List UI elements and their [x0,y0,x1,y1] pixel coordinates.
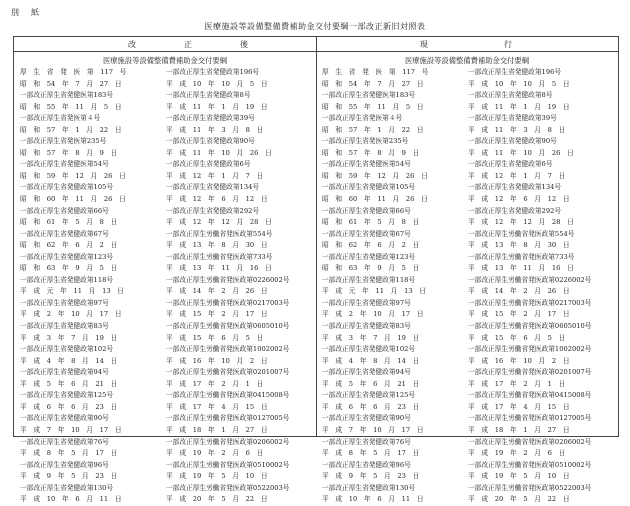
history-line: 一部改正厚生省発健政第292号 [468,206,562,215]
history-line: 一部改正厚生労働省発医政第733号 [166,252,273,261]
history-line: 一部改正厚生労働省発医政第0201007号 [166,368,290,377]
history-line: 平 成 10 年 6 月 11 日 [322,495,424,504]
new-panel-title: 医療施設等設備整備費補助金交付要綱 [102,56,228,65]
history-line: 平 成 12 年 6 月 12 日 [166,195,268,204]
history-line: 一部改正厚生省発健医第183号 [322,91,416,100]
history-line: 一部改正厚生省発健政第105号 [20,183,114,192]
history-line: 一部改正厚生省発医第235号 [20,137,107,146]
history-line: 一部改正厚生省発医第４号 [322,114,403,123]
history-line: 一部改正厚生労働省発医政第0217003号 [468,298,592,307]
history-line: 平 成 11 年 10 月 26 日 [166,148,272,157]
history-line: 平 成 11 年 1 月 19 日 [468,102,570,111]
history-line: 平 成 元 年 11 月 13 日 [20,287,124,296]
history-line: 厚 生 省 発 医 第 117 号 [20,68,127,76]
history-line: 昭 和 54 年 7 月 27 日 [322,79,424,88]
history-line: 平 成 10 年 10 月 5 日 [468,79,570,88]
history-line: 一部改正厚生労働省発医政第0206002号 [166,437,290,446]
new-history-col-1 [20,67,164,506]
history-line: 一部改正厚生省発健政第96号 [20,460,109,469]
history-line: 昭 和 57 年 1 月 22 日 [20,125,122,134]
history-line: 一部改正厚生省発健政第83号 [322,322,411,331]
history-line: 昭 和 62 年 6 月 2 日 [322,241,420,250]
old-panel [322,55,612,506]
history-line: 昭 和 59 年 12 月 26 日 [20,171,126,180]
history-line: 平 成 7 年 10 月 17 日 [20,425,122,434]
history-line: 一部改正厚生労働省発医政第0415008号 [166,391,290,400]
history-line: 一部改正厚生省発健医第54号 [20,160,109,169]
history-line: 一部改正厚生労働省発医政第0206002号 [468,437,592,446]
history-line: 一部改正厚生省発健医第54号 [322,160,411,169]
history-line: 平 成 10 年 6 月 11 日 [20,495,122,504]
history-line: 平 成 14 年 2 月 26 日 [166,287,268,296]
history-line: 平 成 11 年 3 月 8 日 [468,125,566,134]
history-line: 平 成 10 年 10 月 5 日 [166,79,268,88]
history-line: 平 成 17 年 4 月 15 日 [468,402,570,411]
old-history-col-2 [468,67,612,506]
history-line: 昭 和 63 年 9 月 5 日 [322,264,420,273]
history-line: 一部改正厚生労働省発医政第0226002号 [468,275,592,284]
history-line: 平 成 8 年 5 月 17 日 [20,449,118,458]
history-line: 平 成 14 年 2 月 26 日 [468,287,570,296]
history-line: 一部改正厚生省発健政第90号 [322,414,411,423]
history-line: 一部改正厚生省発健政第94号 [322,368,411,377]
history-line: 一部改正厚生省発健政第196号 [166,68,260,76]
history-line: 平 成 13 年 11 月 16 日 [166,264,272,273]
history-line: 平 成 9 年 5 月 23 日 [20,472,118,481]
history-line: 一部改正厚生省発健政第66号 [322,206,411,215]
history-line: 昭 和 55 年 11 月 5 日 [20,102,122,111]
history-line: 昭 和 57 年 8 月 9 日 [322,148,420,157]
history-line: 一部改正厚生省発健政第102号 [322,345,416,354]
history-line: 一部改正厚生省発健政第134号 [166,183,260,192]
document-title: 医療施設等設備整備費補助金交付要綱一部改正新旧対照表 [204,22,426,31]
history-line: 一部改正厚生省発健政第118号 [20,275,114,284]
history-line: 平 成 2 年 10 月 17 日 [322,310,424,319]
history-line: 平 成 20 年 5 月 22 日 [166,495,268,504]
history-line: 一部改正厚生省発健政第6号 [166,160,251,169]
history-line: 昭 和 60 年 11 月 26 日 [322,195,428,204]
history-line: 平 成 元 年 11 月 13 日 [322,287,426,296]
history-line: 平 成 16 年 10 月 2 日 [166,356,268,365]
history-line: 平 成 15 年 2 月 17 日 [166,310,268,319]
history-line: 昭 和 55 年 11 月 5 日 [322,102,424,111]
history-line: 平 成 16 年 10 月 2 日 [468,356,570,365]
history-line: 平 成 2 年 10 月 17 日 [20,310,122,319]
history-line: 一部改正厚生省発健政第90号 [468,137,557,146]
history-line: 一部改正厚生労働省発医政第0217003号 [166,298,290,307]
history-line: 平 成 13 年 11 月 16 日 [468,264,574,273]
history-line: 昭 和 54 年 7 月 27 日 [20,79,122,88]
history-line: 一部改正厚生省発健政第102号 [20,345,114,354]
history-line: 昭 和 60 年 11 月 26 日 [20,195,126,204]
header-new: 改 正 後 [128,40,268,49]
history-line: 平 成 12 年 12 月 28 日 [166,218,272,227]
history-line: 一部改正厚生労働省発医政第0605010号 [166,322,290,331]
history-line: 平 成 7 年 10 月 17 日 [322,425,424,434]
history-line: 一部改正厚生省発健政第125号 [322,391,416,400]
history-line: 一部改正厚生労働省発医政第0510002号 [468,460,592,469]
history-line: 一部改正厚生省発健政第8号 [166,91,251,100]
history-line: 平 成 6 年 6 月 23 日 [20,402,118,411]
history-line: 平 成 3 年 7 月 19 日 [20,333,118,342]
history-line: 一部改正厚生省発健政第97号 [322,298,411,307]
history-line: 一部改正厚生労働省発医政第0605010号 [468,322,592,331]
history-line: 一部改正厚生労働省発医政第0127005号 [468,414,592,423]
history-line: 昭 和 57 年 8 月 9 日 [20,148,118,157]
history-line: 平 成 15 年 6 月 5 日 [166,333,264,342]
history-line: 平 成 5 年 6 月 21 日 [20,379,118,388]
history-line: 一部改正厚生労働省発医政第0415008号 [468,391,592,400]
history-line: 平 成 4 年 8 月 14 日 [322,356,420,365]
history-line: 一部改正厚生省発健政第76号 [322,437,411,446]
history-line: 一部改正厚生省発健政第6号 [468,160,553,169]
history-line: 一部改正厚生省発医第４号 [20,114,101,123]
history-line: 一部改正厚生省発健政第76号 [20,437,109,446]
history-line: 一部改正厚生省発健政第96号 [322,460,411,469]
history-line: 平 成 11 年 3 月 8 日 [166,125,264,134]
history-line: 一部改正厚生省発健政第94号 [20,368,109,377]
history-line: 平 成 15 年 6 月 5 日 [468,333,566,342]
history-line: 一部改正厚生労働省発医政第0226002号 [166,275,290,284]
history-line: 平 成 12 年 6 月 12 日 [468,195,570,204]
history-line: 一部改正厚生省発健政第67号 [20,229,109,238]
history-line: 一部改正厚生労働省発医政第1002002号 [166,345,290,354]
history-line: 昭 和 57 年 1 月 22 日 [322,125,424,134]
history-line: 平 成 18 年 1 月 27 日 [468,425,570,434]
history-line: 一部改正厚生省発健政第66号 [20,206,109,215]
history-line: 平 成 20 年 5 月 22 日 [468,495,570,504]
history-line: 一部改正厚生省発医第235号 [322,137,409,146]
history-line: 平 成 15 年 2 月 17 日 [468,310,570,319]
column-divider [316,37,317,436]
header-old: 現 行 [420,40,532,49]
history-line: 一部改正厚生省発健政第130号 [20,483,114,492]
history-line: 一部改正厚生労働省発医政第554号 [166,229,273,238]
history-line: 昭 和 59 年 12 月 26 日 [322,171,428,180]
history-line: 一部改正厚生労働省発医政第0510002号 [166,460,290,469]
history-line: 平 成 17 年 2 月 1 日 [166,379,264,388]
history-line: 平 成 11 年 10 月 26 日 [468,148,574,157]
history-line: 平 成 17 年 4 月 15 日 [166,402,268,411]
comparison-table [13,36,619,504]
history-line: 一部改正厚生省発健政第196号 [468,68,562,76]
history-line: 昭 和 63 年 9 月 5 日 [20,264,118,273]
history-line: 一部改正厚生労働省発医政第733号 [468,252,575,261]
history-line: 平 成 11 年 1 月 19 日 [166,102,268,111]
history-line: 一部改正厚生労働省発医政第0522003号 [166,483,290,492]
history-line: 一部改正厚生省発健政第8号 [468,91,553,100]
history-line: 一部改正厚生省発健政第123号 [20,252,114,261]
history-line: 一部改正厚生省発健政第90号 [20,414,109,423]
history-line: 一部改正厚生省発健政第134号 [468,183,562,192]
history-line: 平 成 12 年 1 月 7 日 [468,171,566,180]
history-line: 平 成 13 年 8 月 30 日 [166,241,268,250]
history-line: 平 成 19 年 5 月 10 日 [166,472,268,481]
history-line: 昭 和 61 年 5 月 8 日 [20,218,118,227]
history-line: 一部改正厚生労働省発医政第1002002号 [468,345,592,354]
history-line: 一部改正厚生省発健政第83号 [20,322,109,331]
history-line: 平 成 12 年 12 月 28 日 [468,218,574,227]
history-line: 平 成 19 年 5 月 10 日 [468,472,570,481]
history-line: 厚 生 省 発 医 第 117 号 [322,68,429,76]
history-line: 一部改正厚生省発健政第125号 [20,391,114,400]
history-line: 一部改正厚生省発健医第183号 [20,91,114,100]
history-line: 一部改正厚生省発健政第90号 [166,137,255,146]
annex-label: 別 紙 [11,8,41,17]
history-line: 昭 和 62 年 6 月 2 日 [20,241,118,250]
history-line: 平 成 6 年 6 月 23 日 [322,402,420,411]
history-line: 一部改正厚生省発健政第67号 [322,229,411,238]
history-line: 一部改正厚生省発健政第292号 [166,206,260,215]
history-line: 平 成 19 年 2 月 6 日 [468,449,566,458]
history-line: 平 成 19 年 2 月 6 日 [166,449,264,458]
history-line: 一部改正厚生労働省発医政第554号 [468,229,575,238]
history-line: 一部改正厚生省発健政第130号 [322,483,416,492]
history-line: 一部改正厚生労働省発医政第0522003号 [468,483,592,492]
history-line: 一部改正厚生省発健政第39号 [166,114,255,123]
history-line: 平 成 12 年 1 月 7 日 [166,171,264,180]
history-line: 一部改正厚生省発健政第97号 [20,298,109,307]
history-line: 一部改正厚生労働省発医政第0127005号 [166,414,290,423]
history-line: 平 成 4 年 8 月 14 日 [20,356,118,365]
history-line: 一部改正厚生労働省発医政第0201007号 [468,368,592,377]
history-line: 平 成 5 年 6 月 21 日 [322,379,420,388]
history-line: 平 成 3 年 7 月 19 日 [322,333,420,342]
history-line: 平 成 9 年 5 月 23 日 [322,472,420,481]
history-line: 一部改正厚生省発健政第39号 [468,114,557,123]
old-panel-title: 医療施設等設備整備費補助金交付要綱 [404,56,530,65]
old-history-col-1 [322,67,466,506]
history-line: 一部改正厚生省発健政第123号 [322,252,416,261]
history-line: 平 成 18 年 1 月 27 日 [166,425,268,434]
new-history-col-2 [166,67,310,506]
history-line: 一部改正厚生省発健政第105号 [322,183,416,192]
history-line: 平 成 8 年 5 月 17 日 [322,449,420,458]
history-line: 昭 和 61 年 5 月 8 日 [322,218,420,227]
history-line: 平 成 17 年 2 月 1 日 [468,379,566,388]
history-line: 一部改正厚生省発健政第118号 [322,275,416,284]
history-line: 平 成 13 年 8 月 30 日 [468,241,570,250]
new-panel [20,55,310,506]
